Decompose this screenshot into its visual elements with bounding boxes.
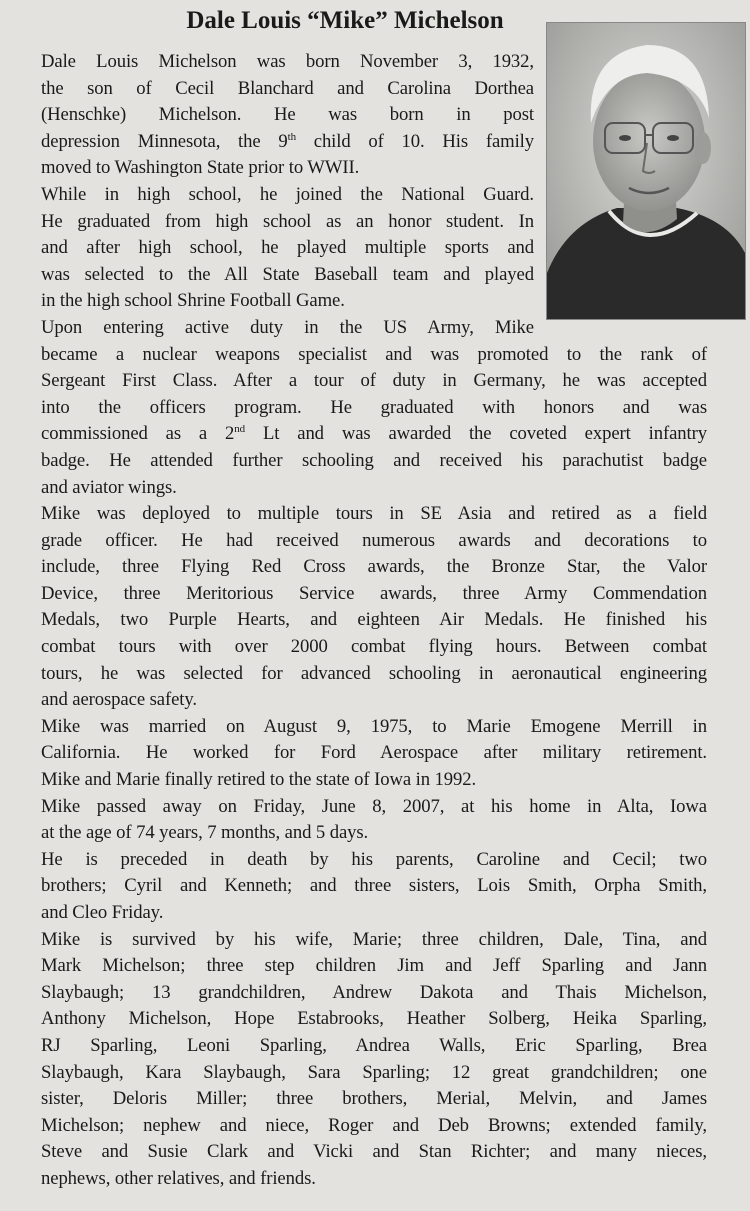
- text-line: Mike passed away on Friday, June 8, 2007, at his home in Alta, Iowa: [41, 795, 707, 817]
- paragraph-preceded: [12, 847, 707, 927]
- text-line: in the high school Shrine Football Game.: [41, 290, 345, 312]
- text-line: Slaybaugh, Kara Slaybaugh, Sara Sparling; 12 great grandchildren; one: [41, 1061, 707, 1083]
- text-line: badge. He attended further schooling and received his parachutist badge: [41, 449, 707, 471]
- text-line: the son of Cecil Blanchard and Carolina Dorthea: [41, 77, 534, 99]
- text-line: at the age of 74 years, 7 months, and 5 days.: [41, 822, 369, 844]
- text-line: combat tours with over 2000 combat flying hours. Between combat: [41, 636, 707, 658]
- text-line: grade officer. He had received numerous awards and decorations to: [41, 529, 707, 551]
- text-line: depression Minnesota, the 9th child of 10. His family: [41, 130, 534, 152]
- text-line: Medals, two Purple Hearts, and eighteen Air Medals. He finished his: [41, 609, 707, 631]
- text-line: Mike is survived by his wife, Marie; three children, Dale, Tina, and: [41, 928, 707, 950]
- text-line: He is preceded in death by his parents, Caroline and Cecil; two: [41, 848, 707, 870]
- text-line: tours, he was selected for advanced schooling in aeronautical engineering: [41, 662, 707, 684]
- paragraph-survived: [12, 927, 707, 1193]
- text-line: He graduated from high school as an honor student. In: [41, 210, 534, 232]
- text-line: Michelson; nephew and niece, Roger and Deb Browns; extended family,: [41, 1114, 707, 1136]
- text-line: Mike and Marie finally retired to the state of Iowa in 1992.: [41, 769, 477, 791]
- paragraph-death: [12, 794, 707, 847]
- text-line: and after high school, he played multiple sports and: [41, 237, 534, 259]
- text-line: sister, Deloris Miller; three brothers, Merial, Melvin, and James: [41, 1088, 707, 1110]
- obituary-body: [12, 49, 707, 1193]
- text-line: Mike was married on August 9, 1975, to Marie Emogene Merrill in: [41, 715, 707, 737]
- paragraph-deployment: [12, 501, 707, 714]
- text-line: Slaybaugh; 13 grandchildren, Andrew Dakota and Thais Michelson,: [41, 981, 707, 1003]
- text-line: Steve and Susie Clark and Vicki and Stan Richter; and many nieces,: [41, 1141, 707, 1163]
- text-line: and Cleo Friday.: [41, 902, 164, 923]
- text-line: Device, three Meritorious Service awards, three Army Commendation: [41, 582, 707, 604]
- text-line: moved to Washington State prior to WWII.: [41, 157, 360, 179]
- text-line: was selected to the All State Baseball team and played: [41, 263, 534, 285]
- text-line: Upon entering active duty in the US Army, Mike: [41, 316, 534, 338]
- page-title: Dale Louis “Mike” Michelson: [186, 7, 504, 34]
- text-line: include, three Flying Red Cross awards, the Bronze Star, the Valor: [41, 556, 707, 578]
- text-line: Sergeant First Class. After a tour of duty in Germany, he was accepted: [41, 370, 707, 392]
- paragraph-marriage: [12, 714, 707, 794]
- text-line: Dale Louis Michelson was born November 3, 1932,: [41, 51, 534, 72]
- text-line: California. He worked for Ford Aerospace after military retirement.: [41, 742, 707, 764]
- paragraph-birth: [12, 49, 707, 182]
- text-line: While in high school, he joined the National Guard.: [41, 183, 534, 205]
- text-line: Mike was deployed to multiple tours in SE Asia and retired as a field: [41, 503, 707, 525]
- text-line: and aviator wings.: [41, 476, 177, 498]
- text-line: Anthony Michelson, Hope Estabrooks, Heather Solberg, Heika Sparling,: [41, 1008, 707, 1030]
- text-line: commissioned as a 2nd Lt and was awarded the coveted expert infantry: [41, 423, 707, 445]
- text-line: (Henschke) Michelson. He was born in post: [41, 104, 534, 126]
- paragraph-school: [12, 182, 707, 315]
- paragraph-army: [12, 315, 707, 501]
- text-line: brothers; Cyril and Kenneth; and three sisters, Lois Smith, Orpha Smith,: [41, 875, 707, 897]
- text-line: nephews, other relatives, and friends.: [41, 1167, 316, 1189]
- text-line: RJ Sparling, Leoni Sparling, Andrea Walls, Eric Sparling, Brea: [41, 1034, 707, 1056]
- text-line: and aerospace safety.: [41, 689, 197, 711]
- text-line: into the officers program. He graduated with honors and was: [41, 396, 707, 418]
- text-line: became a nuclear weapons specialist and was promoted to the rank of: [41, 343, 707, 365]
- text-line: Mark Michelson; three step children Jim and Jeff Sparling and Jann: [41, 955, 707, 977]
